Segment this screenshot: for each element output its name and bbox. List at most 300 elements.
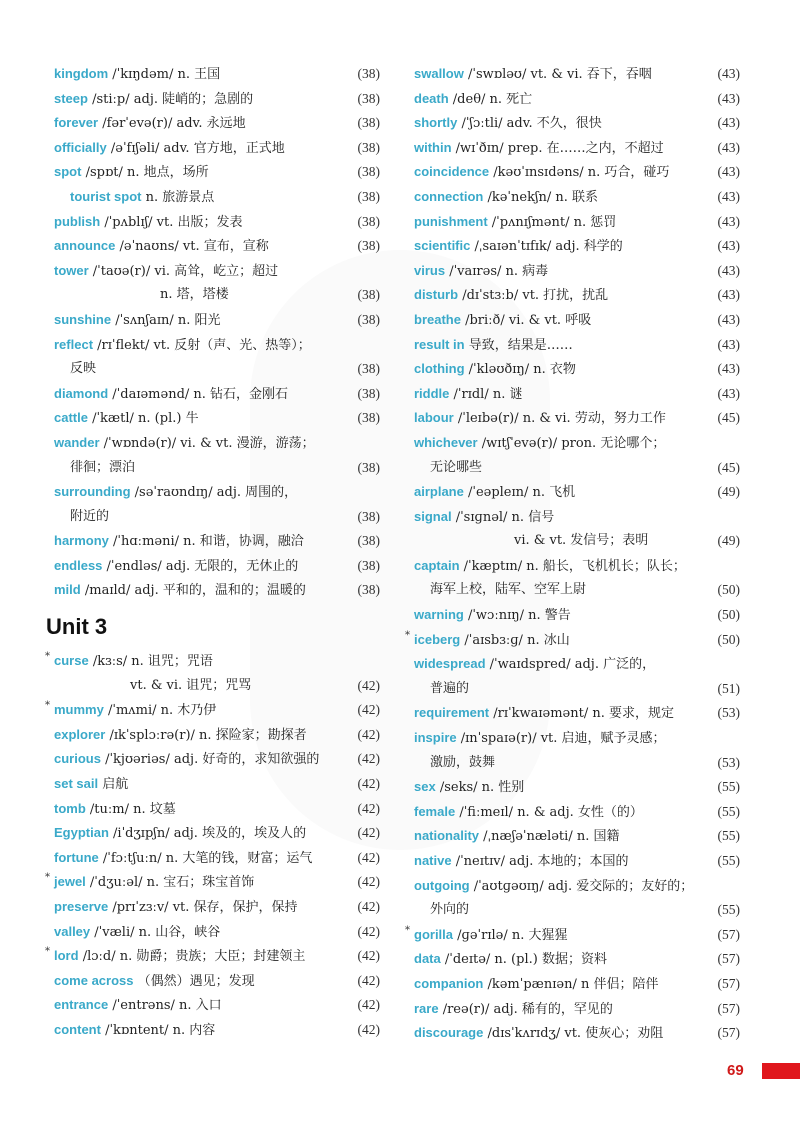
page-reference: (38) [357,311,380,327]
definition: /prɪˈzɜːv/ vt. 保存，保护，保持 [108,900,298,915]
headword: explorer [54,726,106,742]
page-reference: (55) [717,779,740,795]
headword: sex [414,779,436,795]
definition: /ˈpʌblɪʃ/ vt. 出版；发表 [100,214,243,230]
headword: result in [414,336,465,352]
vocab-entry [54,136,380,161]
definition: /ˌnæʃəˈnæləti/ n. 国籍 [479,829,620,845]
headword: female [414,803,456,819]
vocab-entry [414,701,740,726]
vocab-entry [45,649,380,674]
vocab-entry [54,111,380,136]
vocab-entry [54,505,380,530]
headword: captain [414,557,460,573]
definition: /stiːp/ adj. 陡峭的；急剧的 [87,91,254,107]
vocab-entry [54,62,380,87]
definition: 海军上校，陆军、空军上尉 [430,582,587,598]
star-marker: * [45,651,50,663]
page-reference: (38) [357,533,380,549]
vocab-entry [414,456,740,481]
definition: /fərˈevə(r)/ adv. 永远地 [98,116,246,132]
page-reference: (38) [357,188,380,204]
vocab-entry [414,136,740,161]
headword: tower [54,262,89,278]
headword: reflect [54,336,94,352]
definition: /ˈkɒntent/ n. 内容 [100,1022,216,1038]
headword: whichever [414,434,478,450]
headword: signal [414,508,452,524]
definition: n. 塔，塔楼 [160,287,229,303]
page-reference: (43) [717,66,740,81]
definition: /kəˈnekʃn/ n. 联系 [483,189,598,205]
headword: connection [414,188,484,204]
definition: /briːð/ vi. & vt. 呼吸 [460,312,592,328]
definition: /ˈwɔːnɪŋ/ n. 警告 [463,608,571,624]
headword: kingdom [54,66,109,81]
headword: entrance [54,997,109,1013]
definition: /ˈvæli/ n. 山谷，峡谷 [90,924,221,940]
headword: valley [54,923,91,939]
page-reference: (45) [717,410,740,426]
page-reference: (43) [717,115,740,131]
page-reference: (38) [357,508,380,524]
vocab-entry [54,920,380,945]
page-reference: (38) [357,213,380,229]
headword: wander [54,434,100,450]
definition: 导致，结果是…… [464,337,573,353]
definition: /ˈwɒndə(r)/ vi. & vt. 漫游，游荡； [99,435,315,451]
star-marker: * [45,872,50,884]
vocab-entry [414,751,740,776]
vocab-entry [54,674,380,699]
definition: /ˈkætl/ n. (pl.) 牛 [87,411,199,427]
page-reference: (57) [717,1025,740,1041]
vocab-entry [414,431,740,456]
vocab-entry [414,824,740,849]
definition: /ˈmʌmi/ n. 木乃伊 [103,703,217,719]
page-reference: (38) [357,287,380,303]
vocab-entry [414,529,740,554]
definition: /kəʊˈɪnsɪdəns/ n. 巧合，碰巧 [489,165,670,181]
definition: /ˈsɪɡnəl/ n. 信号 [451,509,555,525]
page-reference: (53) [717,705,740,721]
definition: （偶然）遇见；发现 [133,973,255,989]
definition: /ˈsʌnʃaɪn/ n. 阳光 [111,312,221,328]
page-reference: (42) [357,874,380,890]
vocab-entry [54,160,380,185]
vocab-entry [54,578,380,603]
headword: curse [54,653,89,669]
definition: /kɜːs/ n. 诅咒；咒语 [88,654,213,670]
page-reference: (57) [717,926,740,942]
vocab-entry [414,111,740,136]
definition: /spɒt/ n. 地点，场所 [81,165,209,181]
headword: cattle [54,410,88,426]
vocab-entry [54,993,380,1018]
definition: /lɔːd/ n. 勋爵；贵族；大臣；封建领主 [78,949,306,965]
headword: punishment [414,213,488,229]
vocab-entry [414,210,740,235]
vocab-entry [54,529,380,554]
vocab-entry [414,947,740,972]
headword: death [414,90,449,106]
vocab-entry [414,382,740,407]
star-marker: * [405,629,410,641]
page-reference: (38) [357,557,380,573]
headword: clothing [414,361,465,377]
page-reference: (38) [357,582,380,598]
definition: /ˈleɪbə(r)/ n. & vi. 劳动，努力工作 [453,411,666,427]
definition: /əˈfɪʃəli/ adv. 官方地，正式地 [106,140,285,156]
definition: /ˈfɔːtʃuːn/ n. 大笔的钱，财富；运气 [98,850,313,866]
headword: inspire [414,730,457,746]
page-reference: (53) [717,754,740,770]
vocab-entry [54,456,380,481]
vocab-entry [54,210,380,235]
vocab-entry [414,62,740,87]
page-reference: (42) [357,726,380,742]
headword: rare [414,1000,439,1016]
page-reference: (38) [357,385,380,401]
vocab-entry [54,772,380,797]
definition: 普遍的 [430,680,470,696]
page-reference: (57) [717,951,740,967]
definition: /ˈdaɪəmənd/ n. 钻石，金刚石 [108,386,289,402]
definition: /wɪtʃˈevə(r)/ pron. 无论哪个； [477,435,666,451]
right-column [405,62,740,1046]
page-reference: (45) [717,459,740,475]
page-reference: (42) [357,899,380,914]
page-reference: (43) [717,385,740,401]
vocab-entry [414,677,740,702]
page-reference: (42) [357,677,380,693]
headword: breathe [414,311,461,327]
headword: data [414,951,441,967]
vocab-entry [54,406,380,431]
headword: disturb [414,287,459,303]
headword: coincidence [414,164,490,180]
definition: /ˈaɪsbɜːɡ/ n. 冰山 [460,632,570,648]
definition: /ˈkæptɪn/ n. 船长，飞机机长；队长； [459,558,686,574]
vocab-entry [54,797,380,822]
headword: officially [54,139,107,155]
headword: native [414,853,452,868]
vocab-entry [54,234,380,259]
definition: /rɪˈkwaɪəmənt/ n. 要求，规定 [489,706,674,722]
vocab-entry [414,259,740,284]
headword: diamond [54,385,109,401]
vocab-entry [414,185,740,210]
page-reference: (43) [717,188,740,204]
headword: labour [414,410,454,426]
page-reference: (38) [357,410,380,426]
page-reference: (42) [357,972,380,988]
definition: /seks/ n. 性别 [435,780,525,796]
definition: /kəmˈpænɪən/ n 伴侣；陪伴 [483,976,659,992]
page-reference: (57) [717,975,740,991]
vocab-entry [414,1021,740,1046]
definition: /ˌsaɪənˈtɪfɪk/ adj. 科学的 [470,239,623,255]
vocab-entry [54,747,380,772]
vocab-entry [45,870,380,895]
page-reference: (49) [717,533,740,549]
headword: content [54,1021,101,1037]
definition: 激励，鼓舞 [430,754,496,770]
definition: 徘徊；漂泊 [70,459,136,475]
headword: come across [54,972,134,988]
page-reference: (42) [357,849,380,865]
page-reference: (55) [717,853,740,868]
definition: /ˈswɒləʊ/ vt. & vi. 吞下，吞咽 [463,67,652,82]
vocab-entry [414,578,740,603]
headword: sunshine [54,311,112,327]
page-reference: (42) [357,825,380,841]
vocab-entry [54,846,380,871]
definition: /dɪsˈkʌrɪdʒ/ vt. 使灰心；劝阻 [483,1026,664,1042]
headword: publish [54,213,101,229]
definition: /ˈhɑːməni/ n. 和谐，协调，融洽 [108,534,304,550]
vocab-entry [54,87,380,112]
definition: /maɪld/ adj. 平和的，温和的；温暖的 [80,583,306,599]
definition: /ˈaʊtɡəʊɪŋ/ adj. 爱交际的；友好的； [469,878,694,894]
page-reference: (38) [357,459,380,475]
vocab-entry [54,185,380,210]
definition: /ˈentrəns/ n. 入口 [108,998,222,1014]
vocab-entry [414,480,740,505]
vocab-entry [54,480,380,505]
vocab-list-unit3-continued [405,62,740,1046]
headword: tomb [54,800,86,816]
page-reference: (38) [357,361,380,377]
definition: /ˈdʒuːəl/ n. 宝石；珠宝首饰 [85,875,255,891]
page-reference: (55) [717,902,740,918]
headword: lord [54,948,79,964]
vocab-entry [54,554,380,579]
page-reference: (43) [717,213,740,229]
vocab-entry [414,874,740,899]
headword: Egyptian [54,825,109,841]
vocab-list-unit2 [54,62,380,603]
page-reference: (42) [357,702,380,718]
headword: within [414,139,452,155]
unit-heading: Unit 3 [46,614,108,640]
vocab-entry [405,628,740,653]
page-reference: (50) [717,582,740,598]
headword: airplane [414,484,464,500]
page-reference: (42) [357,751,380,767]
headword: shortly [414,115,458,131]
headword: swallow [414,66,464,81]
vocab-entry [405,923,740,948]
page-reference: (57) [717,1000,740,1016]
page-reference: (43) [717,287,740,303]
headword: spot [54,164,82,180]
vocab-entry [54,431,380,456]
vocab-entry [414,997,740,1022]
page-reference: (43) [717,311,740,327]
definition: /reə(r)/ adj. 稀有的，罕见的 [438,1001,613,1017]
page-reference: (38) [357,164,380,180]
page-reference: (42) [357,997,380,1013]
page-reference: (43) [717,90,740,106]
definition: /tuːm/ n. 坟墓 [85,801,176,817]
headword: steep [54,90,88,106]
definition: /ɪkˈsplɔːrə(r)/ n. 探险家；勘探者 [105,727,307,743]
vocab-entry [54,283,380,308]
vocab-entry [414,603,740,628]
headword: companion [414,975,484,991]
headword: fortune [54,849,99,865]
page-reference: (49) [717,484,740,500]
page-reference: (43) [717,262,740,278]
headword: requirement [414,705,490,721]
definition: /ˈeəpleɪn/ n. 飞机 [463,485,576,501]
page-reference: (55) [717,828,740,844]
vocab-entry [54,895,380,920]
vocab-entry [54,259,380,284]
headword: set sail [54,776,99,792]
headword: gorilla [414,926,454,942]
definition: /deθ/ n. 死亡 [448,91,533,107]
star-marker: * [45,946,50,958]
page-reference: (43) [717,238,740,254]
definition: 反映 [70,361,97,377]
vocab-entry [45,944,380,969]
vocab-entry [414,726,740,751]
definition: n. 旅游景点 [141,189,215,205]
definition: /əˈnaʊns/ vt. 宣布，宣称 [115,239,269,255]
definition: /ˈpʌnɪʃmənt/ n. 惩罚 [487,214,617,230]
page-reference: (50) [717,607,740,623]
page-reference: (43) [717,139,740,155]
page-reference: (42) [357,1021,380,1037]
headword: scientific [414,238,471,254]
vocab-entry [414,308,740,333]
definition: /ˈendləs/ adj. 无限的，无休止的 [102,558,299,574]
vocab-entry [414,505,740,530]
vocab-entry [414,333,740,358]
definition: /ˈʃɔːtli/ adv. 不久，很快 [457,116,602,132]
definition: /ˈkləʊðɪŋ/ n. 衣物 [464,362,576,378]
headword: forever [54,115,99,131]
definition: /ˈrɪdl/ n. 谜 [449,386,523,402]
headword: tourist spot [70,188,142,204]
vocab-entry [414,972,740,997]
vocab-entry [414,849,740,874]
headword: endless [54,557,103,573]
vocab-entry [414,554,740,579]
page-reference: (50) [717,631,740,647]
vocab-entry [414,898,740,923]
vocab-entry [54,357,380,382]
definition: /ɪnˈspaɪə(r)/ vt. 启迪，赋予灵感； [456,731,666,747]
definition: 启航 [98,777,129,793]
page-reference: (43) [717,361,740,377]
definition: /iˈdʒɪpʃn/ adj. 埃及的，埃及人的 [108,826,307,842]
definition: /wɪˈðɪn/ prep. 在……之内，不超过 [451,140,664,156]
vocab-entry [414,357,740,382]
vocab-entry [54,821,380,846]
vocab-entry [414,160,740,185]
headword: virus [414,262,446,278]
headword: discourage [414,1025,484,1041]
headword: iceberg [414,631,461,647]
vocab-entry [414,800,740,825]
vocab-entry [414,234,740,259]
headword: riddle [414,385,450,401]
vocab-list-unit3 [45,649,380,1043]
headword: nationality [414,828,480,844]
page-reference: (38) [357,115,380,131]
definition: /ˈwaɪdspred/ adj. 广泛的， [485,657,656,673]
vocab-entry [414,87,740,112]
page-reference: (38) [357,238,380,254]
page-reference: (38) [357,139,380,155]
page-reference: (51) [717,680,740,696]
vocab-entry [54,382,380,407]
page-accent-bar [762,1063,800,1079]
definition: /ˈkɪŋdəm/ n. 王国 [108,67,221,82]
page-reference: (42) [357,800,380,816]
headword: outgoing [414,877,470,893]
page-reference: (38) [357,90,380,106]
definition: /rɪˈflekt/ vt. 反射（声、光、热等）； [93,337,311,353]
definition: /ˈneɪtɪv/ adj. 本地的；本国的 [451,854,629,869]
page-reference: (55) [717,803,740,819]
headword: mild [54,582,81,598]
definition: /ˈfiːmeɪl/ n. & adj. 女性（的） [455,804,643,820]
headword: curious [54,751,101,767]
definition: vt. & vi. 诅咒；咒骂 [130,677,252,693]
definition: /ˈtaʊə(r)/ vi. 高耸，屹立；超过 [88,263,279,279]
left-column [45,62,380,1043]
definition: 无论哪些 [430,459,483,475]
page-reference: (43) [717,164,740,180]
page-reference: (38) [357,66,380,81]
page-reference: (43) [717,336,740,352]
vocab-entry [54,969,380,994]
definition: /ˈkjʊəriəs/ adj. 好奇的，求知欲强的 [100,752,320,768]
definition: /səˈraʊndɪŋ/ adj. 周围的， [130,485,298,501]
vocab-entry [54,308,380,333]
vocab-entry [414,406,740,431]
vocab-entry [414,283,740,308]
page-reference: (42) [357,923,380,939]
page-reference: (42) [357,948,380,964]
definition: /dɪˈstɜːb/ vt. 打扰，扰乱 [458,288,609,304]
vocab-entry [414,652,740,677]
headword: preserve [54,899,109,914]
page-reference: (42) [357,776,380,792]
page-number: 69 [727,1062,744,1079]
definition: vi. & vt. 发信号；表明 [514,533,649,549]
vocab-entry [414,775,740,800]
headword: warning [414,607,464,623]
definition: 附近的 [70,508,110,524]
definition: 外向的 [430,902,470,918]
headword: surrounding [54,484,131,500]
headword: widespread [414,656,486,672]
vocab-entry [54,1018,380,1043]
definition: /ˈdeɪtə/ n. (pl.) 数据；资料 [440,952,607,968]
headword: jewel [54,874,86,890]
star-marker: * [45,700,50,712]
vocab-entry [54,723,380,748]
definition: /ɡəˈrɪlə/ n. 大猩猩 [453,927,568,943]
definition: /ˈvaɪrəs/ n. 病毒 [445,263,549,279]
vocab-entry [54,333,380,358]
headword: harmony [54,533,109,549]
